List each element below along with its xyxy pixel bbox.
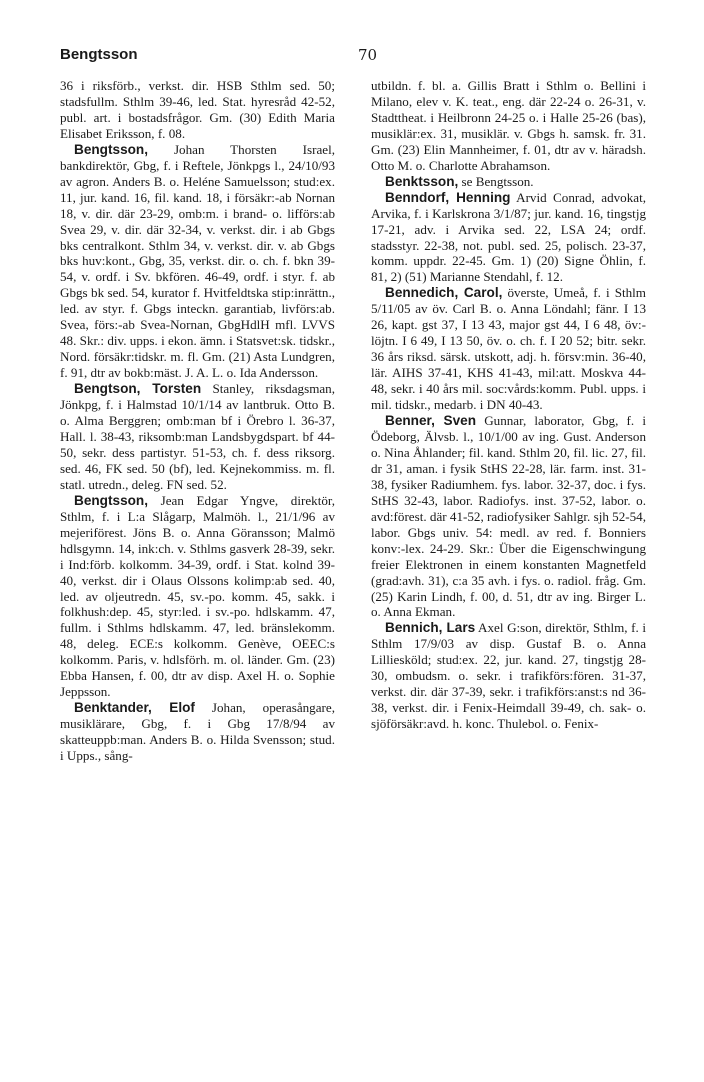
entry-torsten-bengtson: Bengtson, Torsten Stanley, riksdagsman, Jönkpg, f. i Halmstad 10/1/14 av lantbruk. Otto B. o. Alma Berggren; omb:man bf i Örebro l. 36-37, Hall. l. 38-43, riksomb:man Landsbygdspart. bf 44-50, sekr. dess partistyr. 51-53, ch. f. dess riksorg. sed. 46, FK sed. 50 (bf), led. Kejnekommiss. m. fl. statl. utredn., deleg. FN sed. 52. [60,381,336,492]
page-header [60,46,646,70]
left-column [60,78,335,764]
entry-name: Bengtsson, [74,141,149,157]
entry-continuation: 36 i riksförb., verkst. dir. HSB Sthlm sed. 50; stadsfullm. Sthlm 39-46, led. Stat. hyresråd 42-52, publ. art. i bostadsfrågor. Gm. (30) Edith Maria Elisabet Eriksson, f. 08. [60,78,335,141]
entry-name: Benktsson, [385,173,459,189]
running-head: Bengtsson [60,46,138,63]
page-number: 70 [358,46,378,64]
entry-name: Benktander, Elof [74,700,195,716]
entry-name: Bennich, Lars [385,620,476,636]
entry-johan-thorsten-bengtsson: Bengtsson, Johan Thorsten Israel, bankdirektör, Gbg, f. i Reftele, Jönkpgs l., 24/10/93 av agron. Anders B. o. Heléne Samuelsson; stud:ex. 11, jur. kand. 16, fil. kand. 18, i försäkr:-ab Nornan 18, v. dir. där 23-29, omb:m. i brand- o. lifförs:ab Svea 29, v. dir. där 32-34, v. verkst. dir. i ab Gbgs bks centralkont. Sthlm 34, v. verkst. dir. v. ab Gbgs bks huv:kont., Gbg, 35, verkst. dir. o. ch. f. bkn 39-54, v. ordf. i Sv. bkfören. 46-49, ordf. i styr. f. ab Gbgs bk sed. 54, kurator f. Hvitfeldtska stip:inrättn., led. av styr. f. Gbgs inteckn. garantiab, livförs:ab. Svea, förs:-ab Svea-Nornan, GbgHdlH mfl. LVVS 48. Skr.: div. upps. i ekon. ämn. i Statsvet:sk. tidskr., Nord. försäkr:tidskr. m. fl. Gm. (21) Asta Lundgren, f. 91, dtr av bokb:mäst. J. A. L. o. Ida Andersson. [60,141,335,381]
entry-sven-benner: Benner, Sven Gunnar, laborator, Gbg, f. i Ödeborg, Älvsb. l., 10/1/00 av ing. Gust. Anderson o. Nina Åhlander; fil. kand. Sthlm 20, fil. lic. 27, fil. dr 31, aman. i fysik StHS 22-28, lär. farm. inst. 31-38, fysiker Radiumhem. fys. labor. 32-37, doc. i fys. StHS 32-43, labor. Radiofys. inst. 37-52, labor. o. avd:förest. där 41-52, radiofysiker Sahlgr. sjh 52-54, labor. Gbgs univ. 54: medl. av red. f. Bonniers konv:-lex. 24-29. Skr.: Über die Eigenschwingung freier Elektronen in einem konstanten Magnetfeld (grad:avh. 31), c:a 35 avh. i fys. o. radiol. fråg. Gm. (25) Karin Lindh, f. 00, d. 51, dtr av ing. Birger L. o. Anna Ekman. [371,413,646,620]
entry-continuation: utbildn. f. bl. a. Gillis Bratt i Sthlm o. Bellini i Milano, elev v. K. teat., eng. där 22-24 o. 26-31, v. Stadttheat. i Heilbronn 24-25 o. i Halle 25-26 (bas), musiklär:ex. 31, musiklär. v. Gbgs h. samsk. fr. 31. Gm. (23) Elin Mannheimer, f. 01, dtr av v. häradsh. Otto M. o. Charlotte Abrahamson. [371,78,646,173]
entry-carol-bennedich: Bennedich, Carol, överste, Umeå, f. i Sthlm 5/11/05 av öv. Carl B. o. Anna Löndahl; fänr. I 13 26, kapt. gst 37, I 13 43, major gst 44, I 6 48, öv:-löjtn. I 6 49, I 13 50, öv. o. ch. f. I 20 52; bitr. sekr. 36 års riksd. särsk. utskott, adj. h. försv:min. 36-40, lär. AIHS 37-41, KHS 41-43, mil:att. Moskva 44-48, sekr. i 40 års mil. soc:vårds:komm. Publ. upps. i mil. tidskr., medarb. i DN 40-43. [371,285,646,413]
entry-name: Benndorf, Henning [385,189,511,205]
entry-benktsson-cross-reference: Benktsson, se Bengtsson. [385,173,534,189]
entry-name: Benner, Sven [385,413,477,429]
entry-elof-benktander: Benktander, Elof Johan, operasångare, musiklärare, Gbg, f. i Gbg 17/8/94 av skatteuppb:man. Anders B. o. Hilda Svensson; stud. i Upps., sång- [60,700,335,764]
right-column [371,78,646,732]
entry-yngve-bengtsson: Bengtsson, Jean Edgar Yngve, direktör, Sthlm, f. i L:a Slågarp, Malmöh. l., 21/1/96 av mejeriförest. Jöns B. o. Anna Göransson; Malmö hdlsgymn. 14, ink:ch. v. Sthlms gasverk 28-39, sekr. i Ind:förb. kolkomm. 34-39, ordf. i Stat. kolnd 39-40, verkst. dir i Olaus Olssons kolimp:ab sed. 40, led. av oljeutredn. 45, sv.-po. komm. 45, sakk. i folkhush:dep. 45, styr:led. i sv.-po. hdlskamm. 47, fullm. i Sthlms hdlskamm. 47, led. bränslekomm. 48, deleg. ECE:s kolkomm. Genève, OEEC:s kolkomm. Paris, v. hdlsförh. m. ol. länder. Gm. (23) Ebba Hansen, f. 00, dtr av disp. Axel H. o. Sophie Jeppsson. [60,492,335,700]
entry-henning-benndorf: Benndorf, Henning Arvid Conrad, advokat, Arvika, f. i Karlskrona 3/1/87; jur. kand. 16, tingstjg 17-21, adv. i Arvika sed. 22, LSA 24; ordf. stadsstyr. 22-38, not. publ. sed. 25, polisch. 23-37, komm. uppdr. 22-45. Gm. 1) (20) Signe Öhlin, f. 81, 2) (51) Marianne Stendahl, f. 12. [371,189,646,285]
entry-name: Bengtsson, [74,492,149,508]
entry-name: Bennedich, Carol, [385,285,503,301]
entry-name: Bengtson, Torsten [74,381,202,397]
entry-lars-bennich: Bennich, Lars Axel G:son, direktör, Sthlm, f. i Sthlm 17/9/03 av disp. Gustaf B. o. Anna Lilliesköld; stud:ex. 22, jur. kand. 27, tingstjg 28-30, ombudsm. o. sekr. i trafikförs:fören. 31-37, verkst. dir. där 37-39, sekr. i trafikförs:anst:s nd 36-38, verkst. dir. i Fenix-Heimdall 39-49, ch. sak- o. sjöförsäkr:avd. h. konc. Thulebol. o. Fenix- [371,620,646,732]
